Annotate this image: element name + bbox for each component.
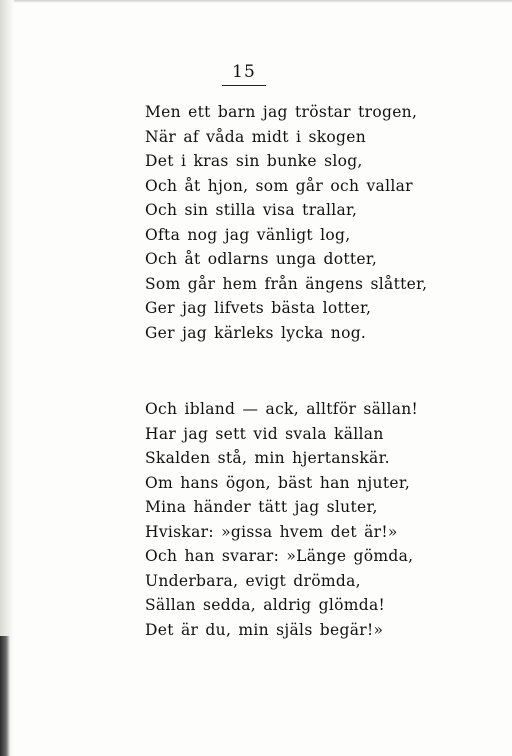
poem-line: Och sin stilla visa trallar, [145,201,358,219]
poem-line: Och åt hjon, som går och vallar [145,176,413,195]
poem-line: Det är du, min själs begär!» [145,620,384,639]
page-binding-shadow [0,636,10,756]
poem-line: Hviskar: »gissa hvem det är!» [145,522,398,541]
poem-line: Och ibland — ack, alltför sällan! [145,400,419,418]
poem-line: Sällan sedda, aldrig glömda! [145,596,386,614]
poem-line: När af våda midt i skogen [145,127,367,146]
poem-line: Men ett barn jag tröstar trogen, [145,103,418,121]
poem-stanza-1 [145,100,427,345]
poem-line: Ger jag kärleks lycka nog. [145,323,367,342]
poem-line: Om hans ögon, bäst han njuter, [145,473,411,492]
poem-line: Och åt odlarns unga dotter, [145,250,378,268]
poem-line: Som går hem från ängens slåtter, [145,274,428,293]
poem-line: Mina händer tätt jag sluter, [145,498,378,516]
poem-line: Ger jag lifvets bästa lotter, [145,299,372,317]
page-number-rule [222,85,266,86]
poem-line: Underbara, evigt drömda, [145,571,361,590]
poem-line: Det i kras sin bunke slog, [145,152,363,170]
poem-stanza-2 [145,397,418,642]
poem-line: Har jag sett vid svala källan [145,424,384,443]
page-number: 15 [232,62,256,82]
page-top-edge [0,0,512,3]
poem-line: Ofta nog jag vänligt log, [145,225,351,244]
poem-line: Skalden stå, min hjertanskär. [145,449,390,467]
poem-line: Och han svarar: »Länge gömda, [145,547,414,565]
